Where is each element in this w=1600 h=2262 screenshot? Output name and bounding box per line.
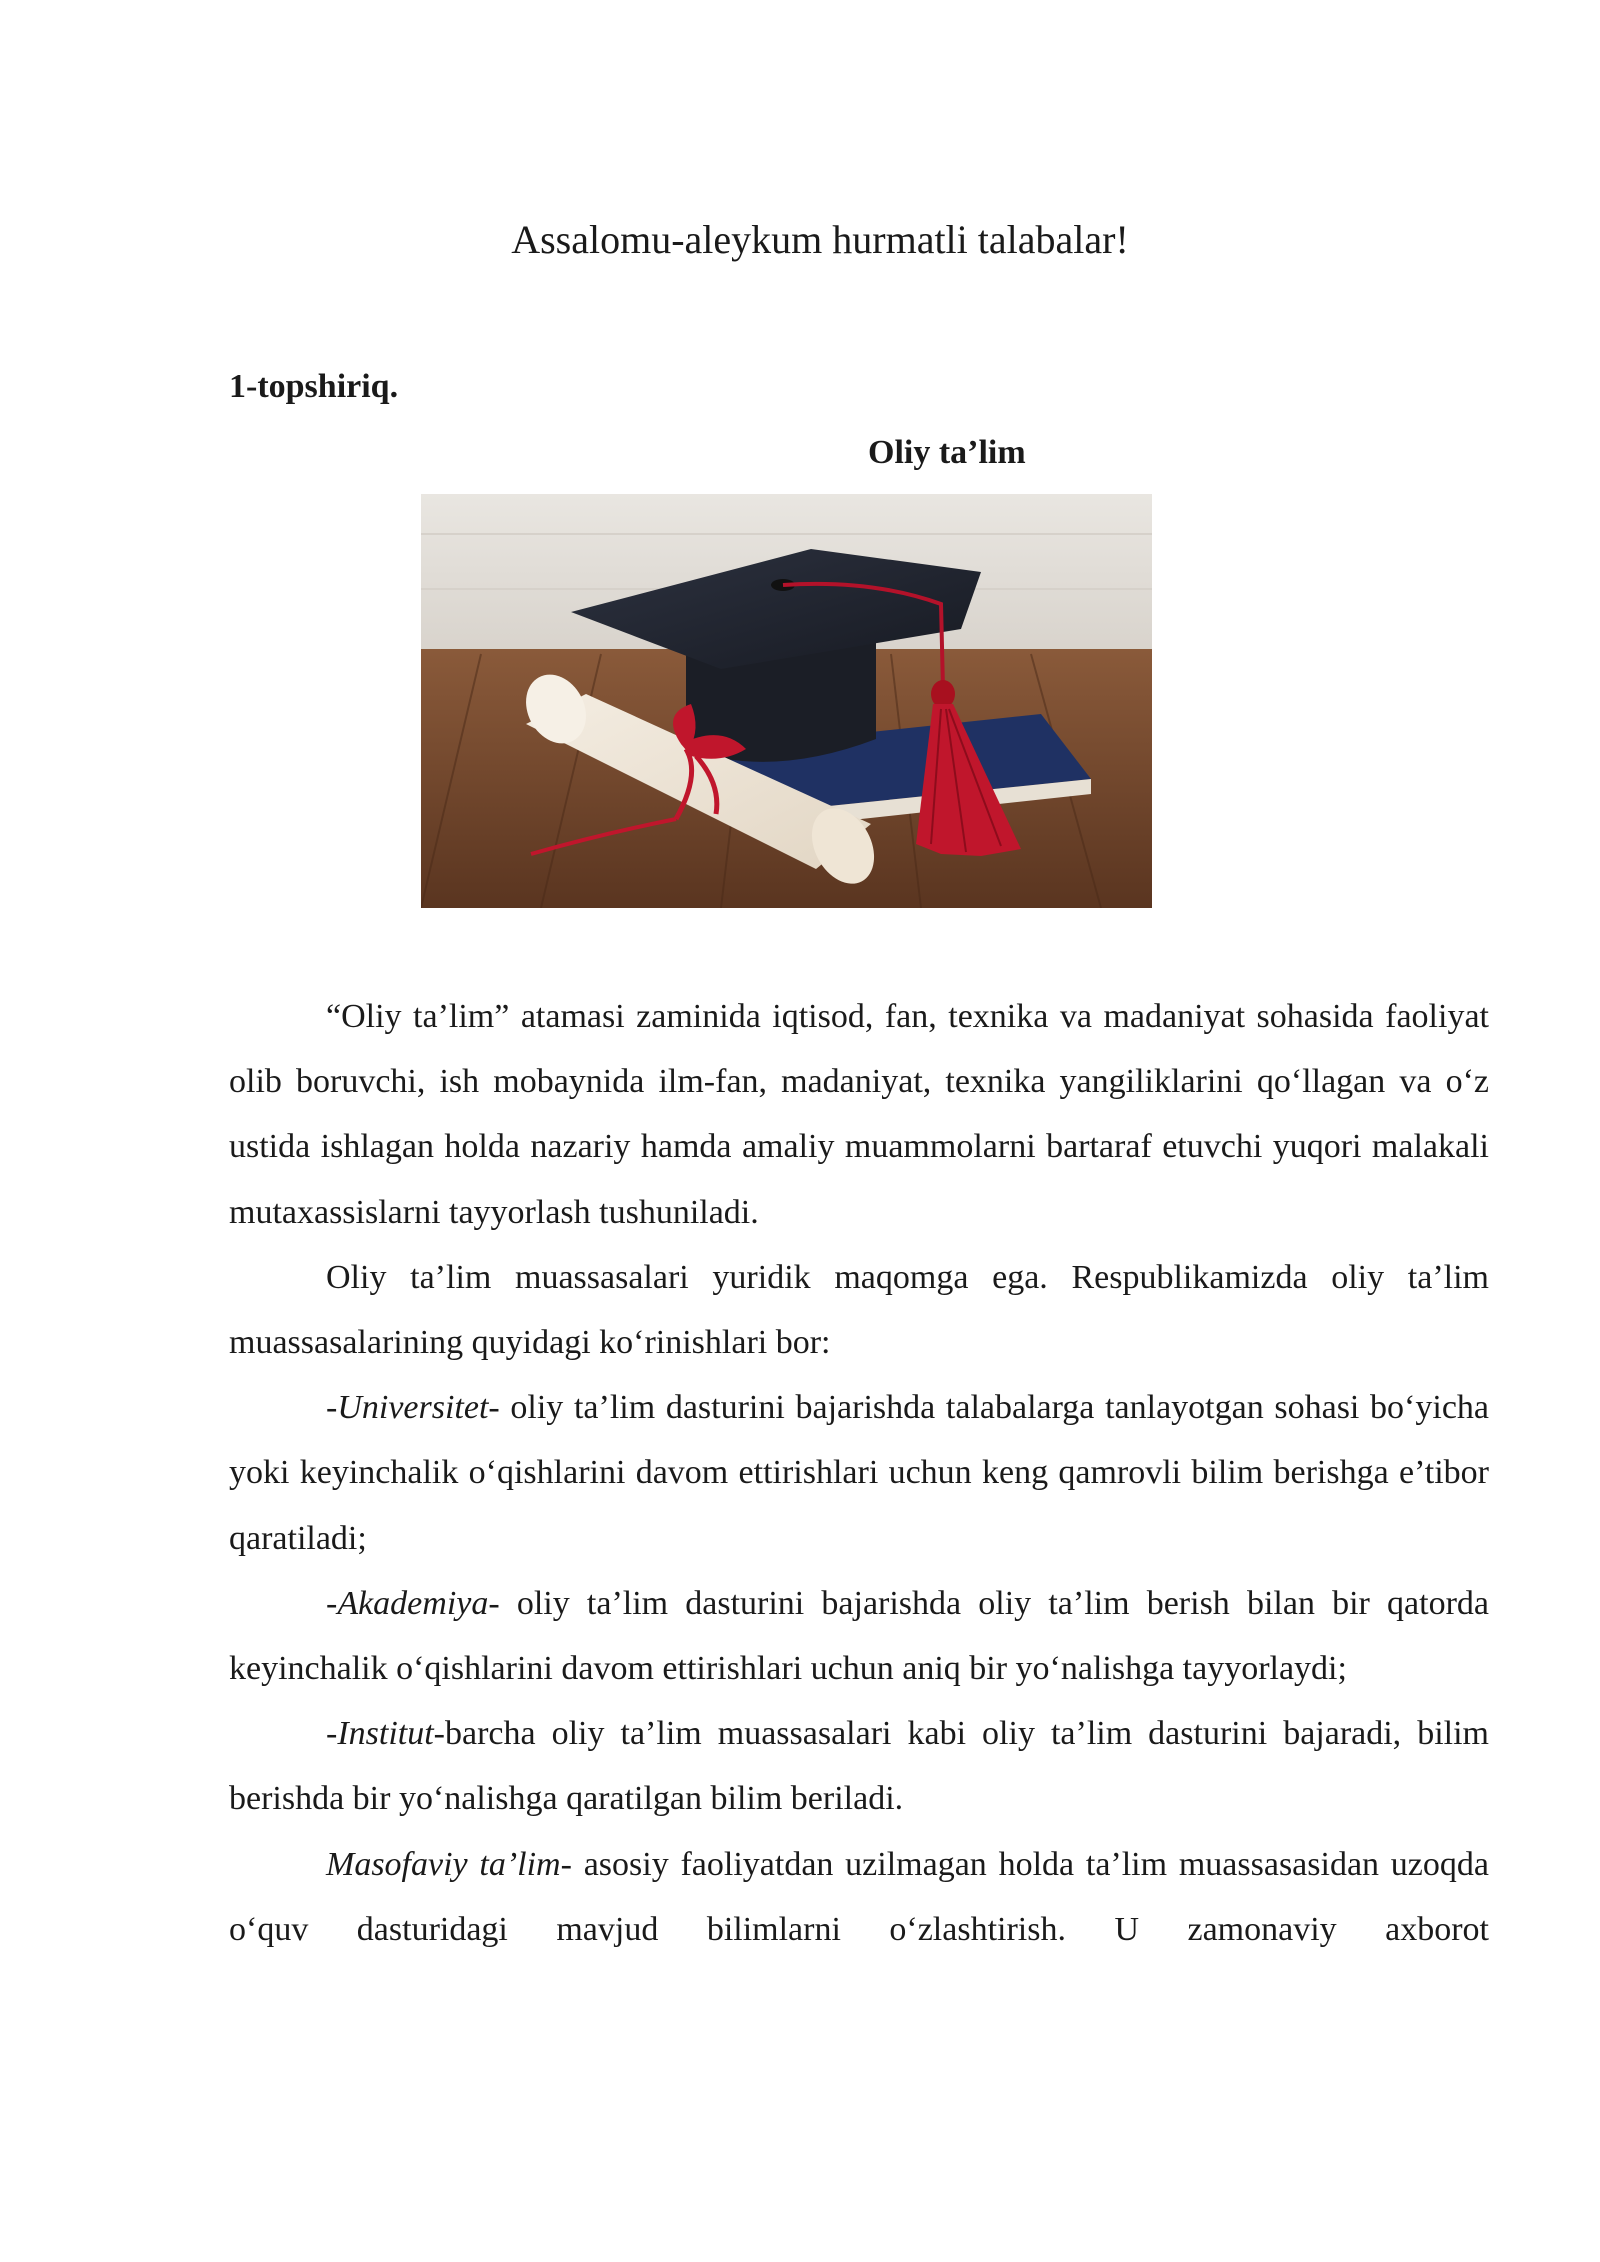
paragraph-text: asosiy faoliyatdan uzilmagan holda ta’lim muassasasidan uzoqda o‘quv dasturidagi mavjud bilimlarni o‘zlashtirish. U zamonaviy axborot <box>229 1845 1489 1948</box>
section-title: Oliy ta’lim <box>868 434 1026 471</box>
paragraph-akademiya <box>229 1571 1489 1701</box>
term-masofaviy: Masofaviy ta’lim- <box>326 1845 572 1883</box>
page-greeting: Assalomu-aleykum hurmatli talabalar! <box>511 217 1129 262</box>
term-institut: -Institut- <box>326 1715 445 1753</box>
paragraph-text: “Oliy ta’lim” atamasi zaminida iqtisod, fan, texnika va madaniyat sohasida faoliyat olib boruvchi, ish mobaynida ilm-fan, madaniyat, texnika yangiliklarini qo‘llagan va o‘z ustida ishlagan holda nazariy hamda amaliy muammolarni bartaraf etuvchi yuqori malakali mutaxassislarni tayyorlash tushuniladi. <box>229 998 1489 1231</box>
graduation-photo <box>421 494 1152 908</box>
paragraph-text: oliy ta’lim dasturini bajarishda talabalarga tanlayotgan sohasi bo‘yicha yoki keyinchalik o‘qishlarini davom ettirishlari uchun keng qamrovli bilim berishga e’tibor qaratiladi; <box>229 1389 1489 1557</box>
paragraph-text: Oliy ta’lim muassasalari yuridik maqomga ega. Respublikamizda oliy ta’lim muassasalarining quyidagi ko‘rinishlari bor: <box>229 1258 1489 1362</box>
task-label: 1-topshiriq. <box>229 368 399 405</box>
paragraph-intro <box>229 984 1489 1245</box>
paragraph-universitet <box>229 1375 1489 1571</box>
body-text <box>229 984 1489 1962</box>
paragraph-types <box>229 1245 1489 1375</box>
paragraph-text: barcha oliy ta’lim muassasalari kabi oliy ta’lim dasturini bajaradi, bilim berishda bir yo‘nalishga qaratilgan bilim beriladi. <box>229 1715 1489 1818</box>
paragraph-institut <box>229 1701 1489 1831</box>
term-akademiya: -Akademiya- <box>326 1584 500 1622</box>
term-universitet: -Universitet- <box>326 1389 500 1427</box>
paragraph-text: oliy ta’lim dasturini bajarishda oliy ta’lim berish bilan bir qatorda keyinchalik o‘qishlarini davom ettirishlari uchun aniq bir yo‘nalishga tayyorlaydi; <box>229 1584 1489 1688</box>
paragraph-masofaviy <box>229 1832 1489 1962</box>
